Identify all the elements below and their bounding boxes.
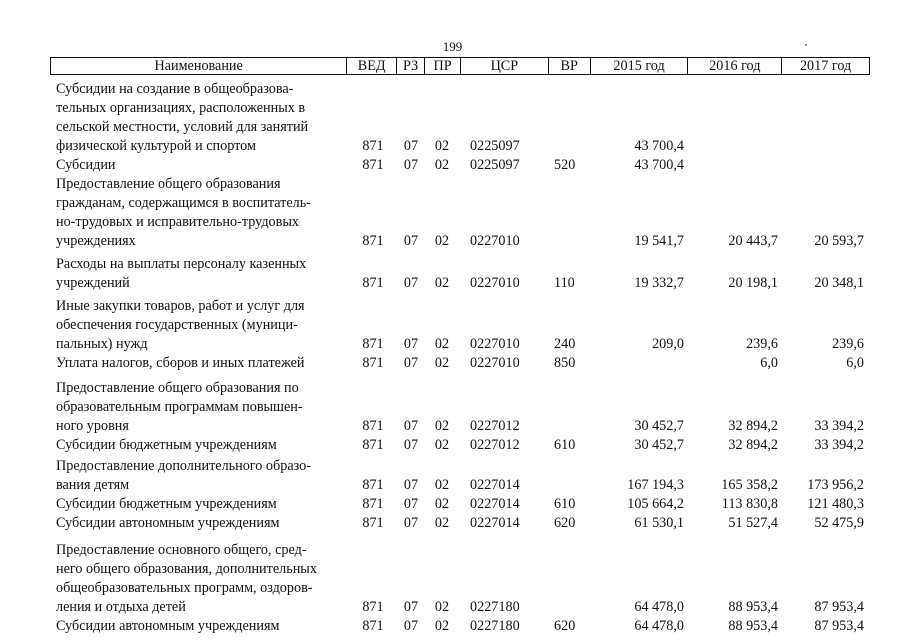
cell-pr: 02 <box>434 477 450 493</box>
cell-rz: 07 <box>403 233 419 249</box>
cell-ved: 871 <box>362 138 384 154</box>
cell-csr: 0227014 <box>470 515 520 531</box>
row-name-line: Субсидии автономным учреждениям <box>56 515 280 531</box>
cell-y2017: 33 394,2 <box>814 437 864 453</box>
header-2015: 2015 год <box>590 58 688 74</box>
cell-pr: 02 <box>434 618 450 634</box>
cell-ved: 871 <box>362 275 384 291</box>
row-name <box>50 541 346 617</box>
cell-csr: 0227180 <box>470 599 520 615</box>
row-name <box>50 175 346 251</box>
row-name <box>50 379 346 436</box>
cell-pr: 02 <box>434 496 450 512</box>
cell-csr: 0227012 <box>470 418 520 434</box>
table-row <box>50 175 870 251</box>
row-name-line: него общего образования, дополнительных <box>56 561 317 577</box>
row-name <box>50 495 346 514</box>
cell-y2015: 19 332,7 <box>634 275 684 291</box>
cell-y2016: 51 527,4 <box>728 515 778 531</box>
cell-y2017: 20 593,7 <box>814 233 864 249</box>
cell-ved: 871 <box>362 157 384 173</box>
row-name-line: Субсидии на создание в общеобразова- <box>56 81 294 97</box>
row-name-line: тельных организациях, расположенных в <box>56 100 306 116</box>
cell-y2016: 20 198,1 <box>728 275 778 291</box>
row-name-line: сельской местности, условий для занятий <box>56 119 309 135</box>
cell-y2015: 105 664,2 <box>627 496 684 512</box>
row-name-line: образовательным программам повышен- <box>56 399 303 415</box>
cell-y2016: 88 953,4 <box>728 599 778 615</box>
table-row <box>50 80 870 156</box>
row-name <box>50 80 346 156</box>
cell-y2017: 121 480,3 <box>807 496 864 512</box>
page-number: 199 <box>442 39 463 54</box>
table-row <box>50 514 870 533</box>
row-name-line: физической культурой и спортом <box>56 138 256 154</box>
cell-vr: 610 <box>554 437 576 453</box>
cell-vr: 850 <box>554 355 576 371</box>
cell-rz: 07 <box>403 599 419 615</box>
cell-csr: 0227010 <box>470 336 520 352</box>
cell-y2017: 239,6 <box>832 336 864 352</box>
table-row <box>50 354 870 373</box>
cell-pr: 02 <box>434 355 450 371</box>
cell-rz: 07 <box>403 355 419 371</box>
cell-csr: 0227180 <box>470 618 520 634</box>
cell-pr: 02 <box>434 515 450 531</box>
cell-rz: 07 <box>403 157 419 173</box>
cell-csr: 0227010 <box>470 355 520 371</box>
cell-y2016: 165 358,2 <box>721 477 778 493</box>
cell-y2015: 61 530,1 <box>634 515 684 531</box>
table-row <box>50 436 870 455</box>
cell-vr: 110 <box>554 275 575 291</box>
row-name-line: Субсидии бюджетным учреждениям <box>56 496 277 512</box>
table-row <box>50 379 870 436</box>
row-name <box>50 617 346 636</box>
cell-pr: 02 <box>434 275 450 291</box>
table-row <box>50 255 870 293</box>
table-row <box>50 541 870 617</box>
cell-vr: 520 <box>554 157 576 173</box>
table-row <box>50 457 870 495</box>
row-name <box>50 156 346 175</box>
cell-y2015: 64 478,0 <box>634 618 684 634</box>
cell-rz: 07 <box>403 477 419 493</box>
scan-speck <box>805 44 807 46</box>
cell-y2017: 52 475,9 <box>814 515 864 531</box>
cell-rz: 07 <box>403 275 419 291</box>
row-name <box>50 436 346 455</box>
row-name-line: Предоставление основного общего, сред- <box>56 542 307 558</box>
row-name-line: Предоставление общего образования по <box>56 380 299 396</box>
row-name <box>50 255 346 293</box>
cell-vr: 240 <box>554 336 576 352</box>
row-name-line: Расходы на выплаты персоналу казенных <box>56 256 307 272</box>
cell-pr: 02 <box>434 233 450 249</box>
cell-rz: 07 <box>403 336 419 352</box>
cell-csr: 0227010 <box>470 233 520 249</box>
row-name-line: обеспечения государственных (муници- <box>56 317 298 333</box>
cell-y2017: 33 394,2 <box>814 418 864 434</box>
row-name-line: вания детям <box>56 477 130 493</box>
cell-y2016: 6,0 <box>760 355 778 371</box>
cell-ved: 871 <box>362 496 384 512</box>
header-csr: ЦСР <box>460 58 548 74</box>
cell-y2016: 32 894,2 <box>728 437 778 453</box>
row-name <box>50 354 346 373</box>
cell-pr: 02 <box>434 138 450 154</box>
cell-y2015: 43 700,4 <box>634 157 684 173</box>
row-name-line: гражданам, содержащимся в воспитатель- <box>56 195 311 211</box>
table-row <box>50 617 870 636</box>
cell-ved: 871 <box>362 336 384 352</box>
cell-rz: 07 <box>403 496 419 512</box>
row-name-line: учреждений <box>56 275 130 291</box>
cell-ved: 871 <box>362 437 384 453</box>
row-name-line: Субсидии автономным учреждениям <box>56 618 280 634</box>
row-name <box>50 457 346 495</box>
cell-csr: 0227014 <box>470 496 520 512</box>
row-name-line: пальных) нужд <box>56 336 148 352</box>
cell-pr: 02 <box>434 418 450 434</box>
cell-ved: 871 <box>362 477 384 493</box>
cell-rz: 07 <box>403 515 419 531</box>
cell-y2015: 209,0 <box>652 336 684 352</box>
cell-csr: 0227012 <box>470 437 520 453</box>
row-name-line: учреждениях <box>56 233 136 249</box>
table-body <box>50 80 870 636</box>
cell-y2016: 113 830,8 <box>721 496 778 512</box>
cell-ved: 871 <box>362 355 384 371</box>
table-row <box>50 495 870 514</box>
header-name: Наименование <box>154 58 243 74</box>
cell-vr: 620 <box>554 515 576 531</box>
row-name-line: ления и отдыха детей <box>56 599 186 615</box>
cell-y2015: 30 452,7 <box>634 418 684 434</box>
cell-y2016: 32 894,2 <box>728 418 778 434</box>
cell-csr: 0225097 <box>470 157 520 173</box>
cell-ved: 871 <box>362 233 384 249</box>
cell-rz: 07 <box>403 138 419 154</box>
row-name-line: Иные закупки товаров, работ и услуг для <box>56 298 305 314</box>
cell-y2015: 43 700,4 <box>634 138 684 154</box>
header-pr: ПР <box>424 58 460 74</box>
cell-pr: 02 <box>434 437 450 453</box>
table-row <box>50 297 870 354</box>
cell-y2017: 87 953,4 <box>814 618 864 634</box>
header-vr: ВР <box>548 58 590 74</box>
cell-rz: 07 <box>403 618 419 634</box>
cell-y2017: 87 953,4 <box>814 599 864 615</box>
cell-y2015: 167 194,3 <box>627 477 684 493</box>
cell-y2015: 64 478,0 <box>634 599 684 615</box>
cell-rz: 07 <box>403 418 419 434</box>
table-row <box>50 156 870 175</box>
cell-y2017: 173 956,2 <box>807 477 864 493</box>
row-name-line: Субсидии бюджетным учреждениям <box>56 437 277 453</box>
cell-csr: 0227010 <box>470 275 520 291</box>
cell-vr: 610 <box>554 496 576 512</box>
cell-ved: 871 <box>362 599 384 615</box>
cell-rz: 07 <box>403 437 419 453</box>
header-ved: ВЕД <box>346 58 396 74</box>
row-name <box>50 297 346 354</box>
header-rz: РЗ <box>396 58 424 74</box>
cell-ved: 871 <box>362 418 384 434</box>
row-name <box>50 514 346 533</box>
cell-vr: 620 <box>554 618 576 634</box>
header-2016: 2016 год <box>687 58 781 74</box>
cell-ved: 871 <box>362 618 384 634</box>
cell-csr: 0225097 <box>470 138 520 154</box>
cell-csr: 0227014 <box>470 477 520 493</box>
row-name-line: Уплата налогов, сборов и иных платежей <box>56 355 305 371</box>
cell-y2017: 20 348,1 <box>814 275 864 291</box>
row-name-line: Субсидии <box>56 157 116 173</box>
header-2017: 2017 год <box>781 58 869 74</box>
cell-y2015: 30 452,7 <box>634 437 684 453</box>
cell-y2016: 239,6 <box>746 336 778 352</box>
cell-y2015: 19 541,7 <box>634 233 684 249</box>
cell-y2016: 88 953,4 <box>728 618 778 634</box>
row-name-line: общеобразовательных программ, оздоров- <box>56 580 313 596</box>
cell-ved: 871 <box>362 515 384 531</box>
cell-pr: 02 <box>434 157 450 173</box>
row-name-line: ного уровня <box>56 418 129 434</box>
cell-pr: 02 <box>434 599 450 615</box>
table-header <box>50 57 870 75</box>
row-name-line: Предоставление общего образования <box>56 176 281 192</box>
cell-y2016: 20 443,7 <box>728 233 778 249</box>
row-name-line: Предоставление дополнительного образо- <box>56 458 311 474</box>
cell-y2017: 6,0 <box>846 355 864 371</box>
cell-pr: 02 <box>434 336 450 352</box>
row-name-line: но-трудовых и исправительно-трудовых <box>56 214 299 230</box>
